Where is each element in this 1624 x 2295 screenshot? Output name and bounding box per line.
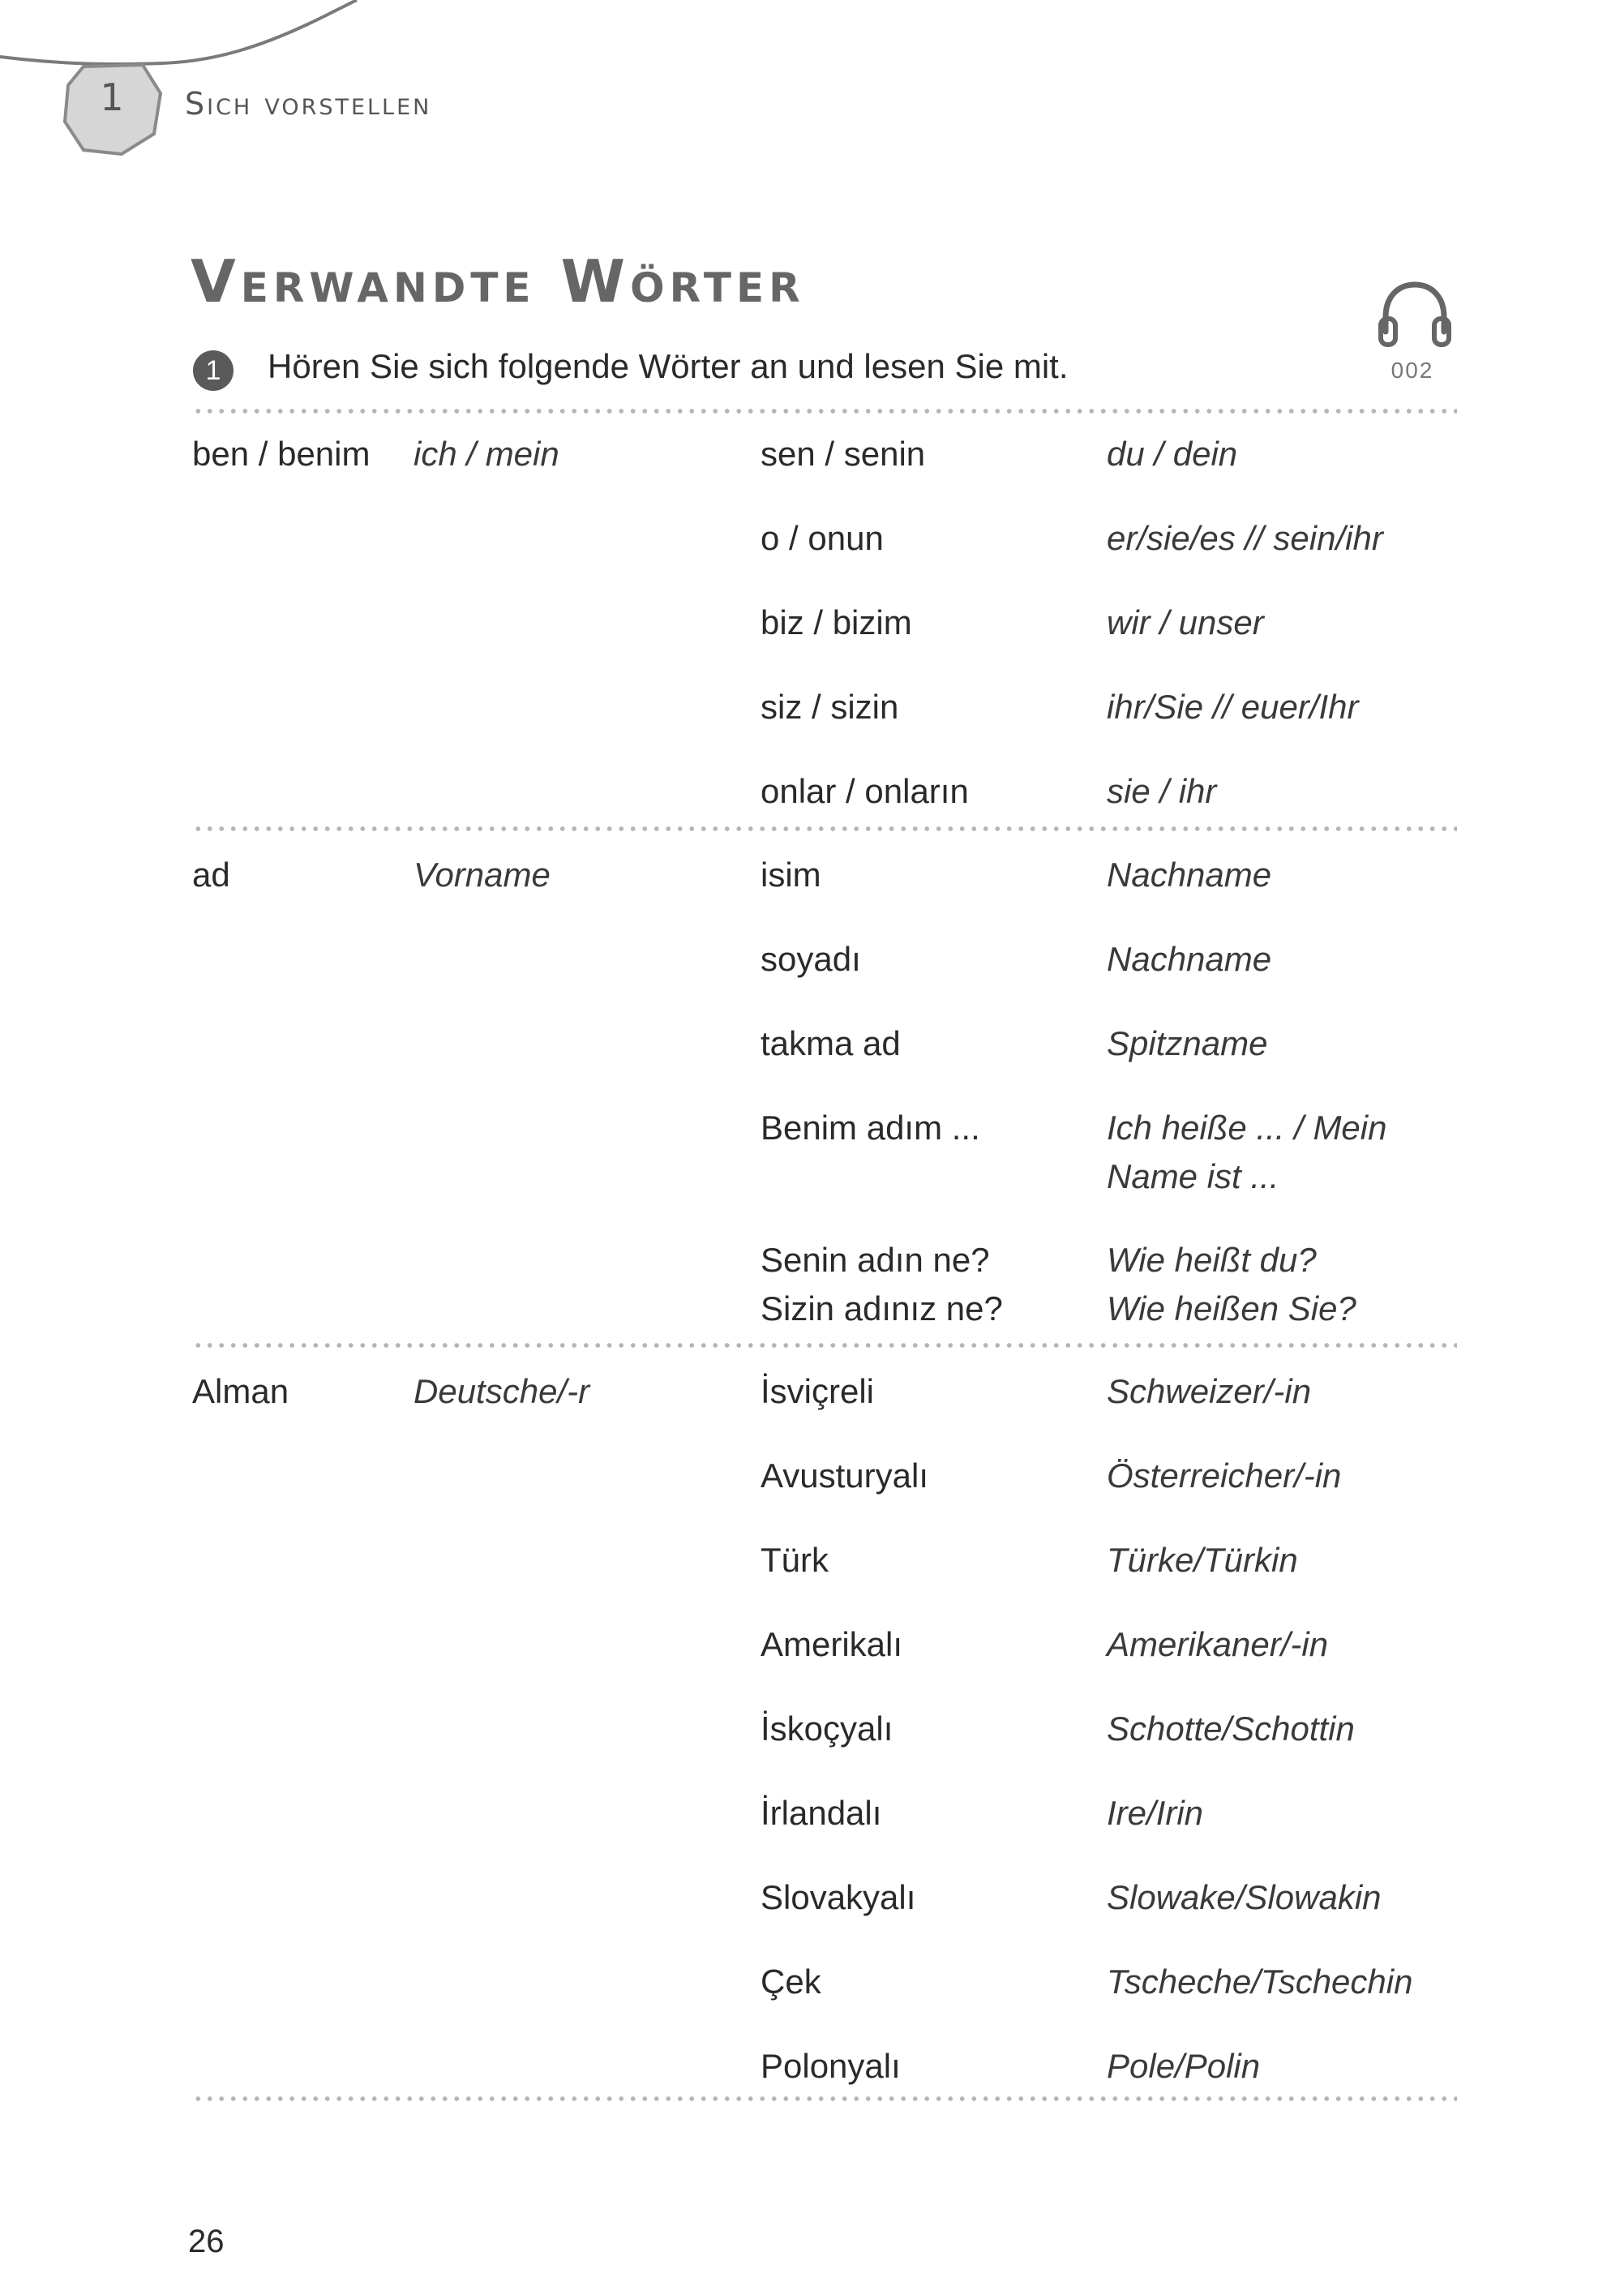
group-head-german: ich / mein [413, 435, 559, 473]
section-title: Verwandte Wörter [191, 247, 805, 315]
related-german: wir / unser [1107, 603, 1264, 641]
related-turkish: Amerikalı [761, 1625, 903, 1663]
chapter-title: Sich vorstellen [185, 86, 432, 122]
related-turkish: Avusturyalı [761, 1456, 928, 1495]
group-head-german: Deutsche/-r [413, 1372, 590, 1410]
header-decoration [0, 0, 568, 162]
dotted-divider [192, 1343, 1457, 1348]
related-german-line2: Name ist ... [1107, 1157, 1279, 1195]
related-german: Amerikaner/-in [1107, 1625, 1329, 1663]
headphones-icon[interactable] [1374, 278, 1455, 351]
group-head-german: Vorname [413, 856, 551, 894]
page-number: 26 [188, 2224, 225, 2259]
related-german: du / dein [1107, 435, 1238, 473]
related-turkish: biz / bizim [761, 603, 912, 641]
dotted-divider [192, 826, 1457, 831]
related-turkish: İsviçreli [761, 1372, 875, 1410]
related-turkish: onlar / onların [761, 772, 969, 810]
related-german: Nachname [1107, 940, 1272, 978]
related-turkish: Benim adım ... [761, 1109, 980, 1147]
related-german: Tscheche/Tschechin [1107, 1963, 1413, 2001]
group-head-turkish: ben / benim [192, 435, 371, 473]
related-turkish: soyadı [761, 940, 861, 978]
related-turkish: sen / senin [761, 435, 926, 473]
exercise-instruction: Hören Sie sich folgende Wörter an und lesen Sie mit. [268, 347, 1069, 385]
related-turkish: siz / sizin [761, 688, 899, 726]
decorative-curve [0, 0, 357, 64]
related-turkish: Slovakyalı [761, 1878, 916, 1916]
related-german: Türke/Türkin [1107, 1541, 1298, 1579]
dotted-divider [192, 2096, 1457, 2101]
related-german: Wie heißt du? [1107, 1241, 1317, 1279]
related-turkish: Çek [761, 1963, 821, 2001]
related-turkish: Polonyalı [761, 2047, 901, 2085]
related-german: Schweizer/-in [1107, 1372, 1312, 1410]
related-german: Ire/Irin [1107, 1794, 1204, 1832]
related-turkish: o / onun [761, 519, 884, 557]
related-german: Schotte/Schottin [1107, 1709, 1355, 1748]
related-german: ihr/Sie // euer/Ihr [1107, 688, 1359, 726]
related-turkish: İskoçyalı [761, 1709, 893, 1748]
group-head-turkish: Alman [192, 1372, 289, 1410]
related-german: er/sie/es // sein/ihr [1107, 519, 1383, 557]
related-turkish: takma ad [761, 1024, 901, 1062]
related-german: Ich heiße ... / Mein [1107, 1109, 1387, 1147]
related-turkish: İrlandalı [761, 1794, 882, 1832]
chapter-number: 1 [100, 75, 124, 119]
related-turkish: isim [761, 856, 821, 894]
related-german: Spitzname [1107, 1024, 1268, 1062]
related-turkish: Türk [761, 1541, 829, 1579]
related-german: sie / ihr [1107, 772, 1217, 810]
dotted-divider [192, 409, 1457, 414]
audio-track-number: 002 [1390, 358, 1434, 383]
related-german: Slowake/Slowakin [1107, 1878, 1382, 1916]
related-turkish: Senin adın ne? [761, 1241, 990, 1279]
related-german: Nachname [1107, 856, 1272, 894]
related-german: Pole/Polin [1107, 2047, 1261, 2085]
related-german: Österreicher/-in [1107, 1456, 1342, 1495]
exercise-number-badge: 1 [193, 350, 234, 391]
related-turkish-line2: Sizin adınız ne? [761, 1289, 1003, 1328]
group-head-turkish: ad [192, 856, 230, 894]
related-german-line2: Wie heißen Sie? [1107, 1289, 1356, 1328]
